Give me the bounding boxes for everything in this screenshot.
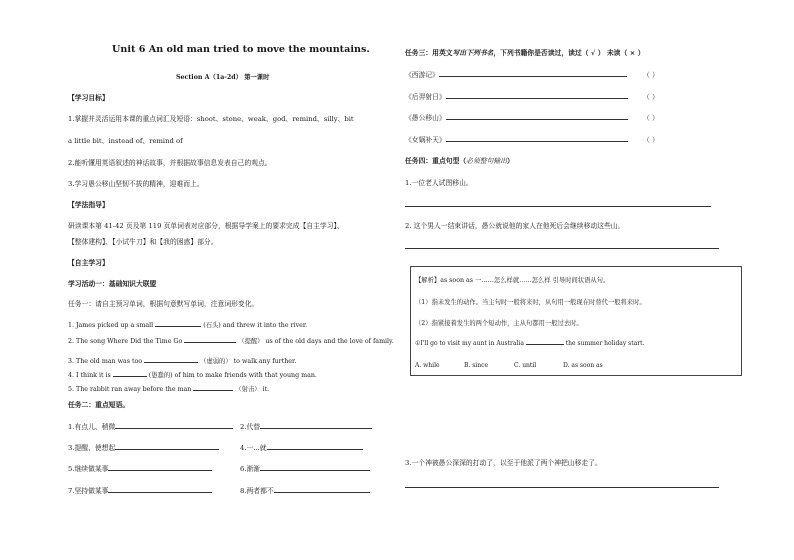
sentence-5-blank[interactable] [193, 390, 233, 391]
phrase-label: 1.有点儿、稍微 [68, 423, 116, 431]
phrase-item [240, 485, 370, 495]
sentence-3-end: （虚弱的） to walk any further. [200, 358, 297, 365]
book-title: 《后羿射日》 [405, 93, 446, 101]
book-answer-blank[interactable] [446, 98, 628, 99]
sentence-4-blank[interactable] [113, 376, 147, 377]
sentence-1-blank[interactable] [155, 326, 201, 327]
phrase-blank[interactable] [115, 449, 219, 450]
phrase-item [240, 463, 370, 473]
analysis-point-2: （2）指紧接着发生的两个短动作，主从句都用一般过去时。 [415, 320, 583, 327]
book-answer-blank[interactable] [439, 76, 627, 77]
phrase-item [240, 421, 372, 431]
phrase-label: 6.渐渐 [240, 465, 261, 473]
answer-line-1[interactable] [405, 206, 711, 207]
sentence-1 [68, 320, 307, 329]
option-c[interactable]: C. until [514, 362, 537, 369]
task-2-heading: 任务二：重点短语。 [68, 401, 130, 409]
phrase-label: 2.代替 [240, 423, 261, 431]
task-3-instruction: ，下列书籍你是否读过，读过（ √ ） 未读（ × ） [493, 49, 645, 57]
guide-text-cont: 【整体建构】、【小试牛刀】和【我的困惑】部分。 [68, 238, 218, 246]
section-subtitle: Section A（1a-2d） 第一课时 [176, 74, 270, 81]
goal-2-text: 2.能听懂用英语叙述的神话故事，并根据故事信息发表自己的观点。 [68, 159, 272, 167]
goal-3-text: 3.学习愚公移山坚韧不拔的精神，迎难而上。 [68, 180, 204, 188]
phrase-label: 7.坚持做某事 [68, 487, 109, 495]
sentence-5-end: （射击） it. [235, 386, 270, 393]
book-row [405, 112, 628, 122]
task-1-heading: 任务一：请自主预习单词，根据句意默写单词，注意词形变化。 [68, 300, 259, 308]
analysis-question-start: ①I'll go to visit my aunt in Australia [415, 340, 524, 347]
task-4-emphasis: 必须整句输出 [466, 157, 507, 165]
analysis-question [415, 340, 644, 347]
answer-line-3[interactable] [405, 487, 719, 488]
guide-text: 研读课本第 41-42 页及第 119 页单词表对应部分，根据导学案上的要求完成【自主学习】、 [68, 222, 344, 230]
option-b[interactable]: B. since [464, 362, 488, 369]
analysis-heading: 【解析】as soon as 一……怎么样就……怎么样 引导时间状语从句。 [415, 277, 610, 284]
sentence-3-blank[interactable] [144, 362, 198, 363]
question-3: 3.一个神被愚公深深的打动了，以至于他派了两个神把山移走了。 [405, 459, 602, 467]
phrase-label: 3.提醒、使想起 [68, 444, 116, 452]
phrase-blank[interactable] [108, 492, 212, 493]
task-3-label: 任务三：用英文 [405, 49, 453, 57]
sentence-2-blank[interactable] [184, 342, 236, 343]
self-study-heading: 【自主学习】 [68, 259, 109, 267]
option-d[interactable]: D. as soon as [563, 362, 603, 369]
phrase-label: 5.继续做某事 [68, 465, 109, 473]
book-answer-blank[interactable] [446, 141, 628, 142]
phrase-item [68, 421, 233, 431]
phrase-label: 8.两者都不 [240, 487, 274, 495]
book-answer-blank[interactable] [446, 119, 628, 120]
task-3-emphasis: 写出下列书名 [452, 49, 494, 57]
sentence-4 [68, 370, 317, 379]
activity-1-heading: 学习活动一：基础知识大联盟 [68, 280, 157, 288]
phrase-blank[interactable] [267, 449, 363, 450]
analysis-point-1: （1）指未发生的动作。当主句时一般将来时，从句用一般现在时替代一般将来时。 [415, 299, 646, 306]
book-title: 《愚公移山》 [405, 114, 446, 122]
sentence-2-end: （提醒） us of the old days and the love of family. [238, 338, 394, 345]
question-1: 1.一位老人试图移山。 [405, 179, 473, 187]
sentence-3 [68, 356, 296, 365]
book-row [405, 134, 628, 144]
book-title: 《女娲补天》 [405, 136, 446, 144]
guide-heading: 【学法指导】 [68, 201, 109, 209]
sentence-1-end: (石头) and threw it into the river. [203, 322, 308, 329]
task-4-close: ） [506, 157, 514, 165]
goal-1-text: 1.掌握并灵活运用本课的重点词汇及短语：shoot、stone、weak、god、remind、silly、bit [68, 115, 354, 123]
goals-heading: 【学习目标】 [68, 94, 109, 102]
page-title: Unit 6 An old man tried to move the mountains. [112, 44, 370, 55]
phrase-blank[interactable] [115, 428, 233, 429]
book-read-check[interactable]: （ ） [643, 114, 659, 122]
sentence-2-start: 2. The song Where Did the Time Go [68, 338, 183, 345]
phrase-item [68, 463, 212, 473]
phrase-item [68, 485, 212, 495]
phrase-blank[interactable] [274, 492, 370, 493]
analysis-question-blank[interactable] [526, 344, 564, 345]
sentence-5 [68, 384, 269, 393]
question-2: 2. 这个男人一结束讲话，愚公就说他的家人在他死后会继续移动这些山。 [405, 222, 625, 230]
book-row [405, 91, 628, 101]
phrase-blank[interactable] [260, 470, 370, 471]
task-4-heading [405, 155, 514, 165]
sentence-1-start: 1. James picked up a small [68, 322, 154, 329]
goal-1-text-cont: a little bit、instead of、remind of [68, 137, 183, 145]
book-read-check[interactable]: （ ） [643, 71, 659, 79]
sentence-4-end: (愚蠢的) of him to make friends with that young man. [148, 372, 317, 379]
task-3-heading [405, 47, 645, 57]
book-title: 《西游记》 [405, 71, 439, 79]
phrase-item [240, 442, 363, 452]
phrase-blank[interactable] [260, 428, 372, 429]
sentence-2 [68, 336, 394, 345]
book-read-check[interactable]: （ ） [643, 136, 659, 144]
phrase-blank[interactable] [108, 470, 212, 471]
answer-line-2[interactable] [405, 248, 719, 249]
book-read-check[interactable]: （ ） [643, 93, 659, 101]
sentence-4-start: 4. I think it is [68, 372, 111, 379]
phrase-item [68, 442, 219, 452]
phrase-label: 4.一...就 [240, 444, 267, 452]
sentence-5-start: 5. The rabbit ran away before the man [68, 386, 192, 393]
task-4-label: 任务四：重点句型（ [405, 157, 467, 165]
sentence-3-start: 3. The old man was too [68, 358, 143, 365]
book-row [405, 69, 627, 79]
option-a[interactable]: A. while [415, 362, 440, 369]
analysis-question-end: the summer holiday start. [565, 340, 645, 347]
